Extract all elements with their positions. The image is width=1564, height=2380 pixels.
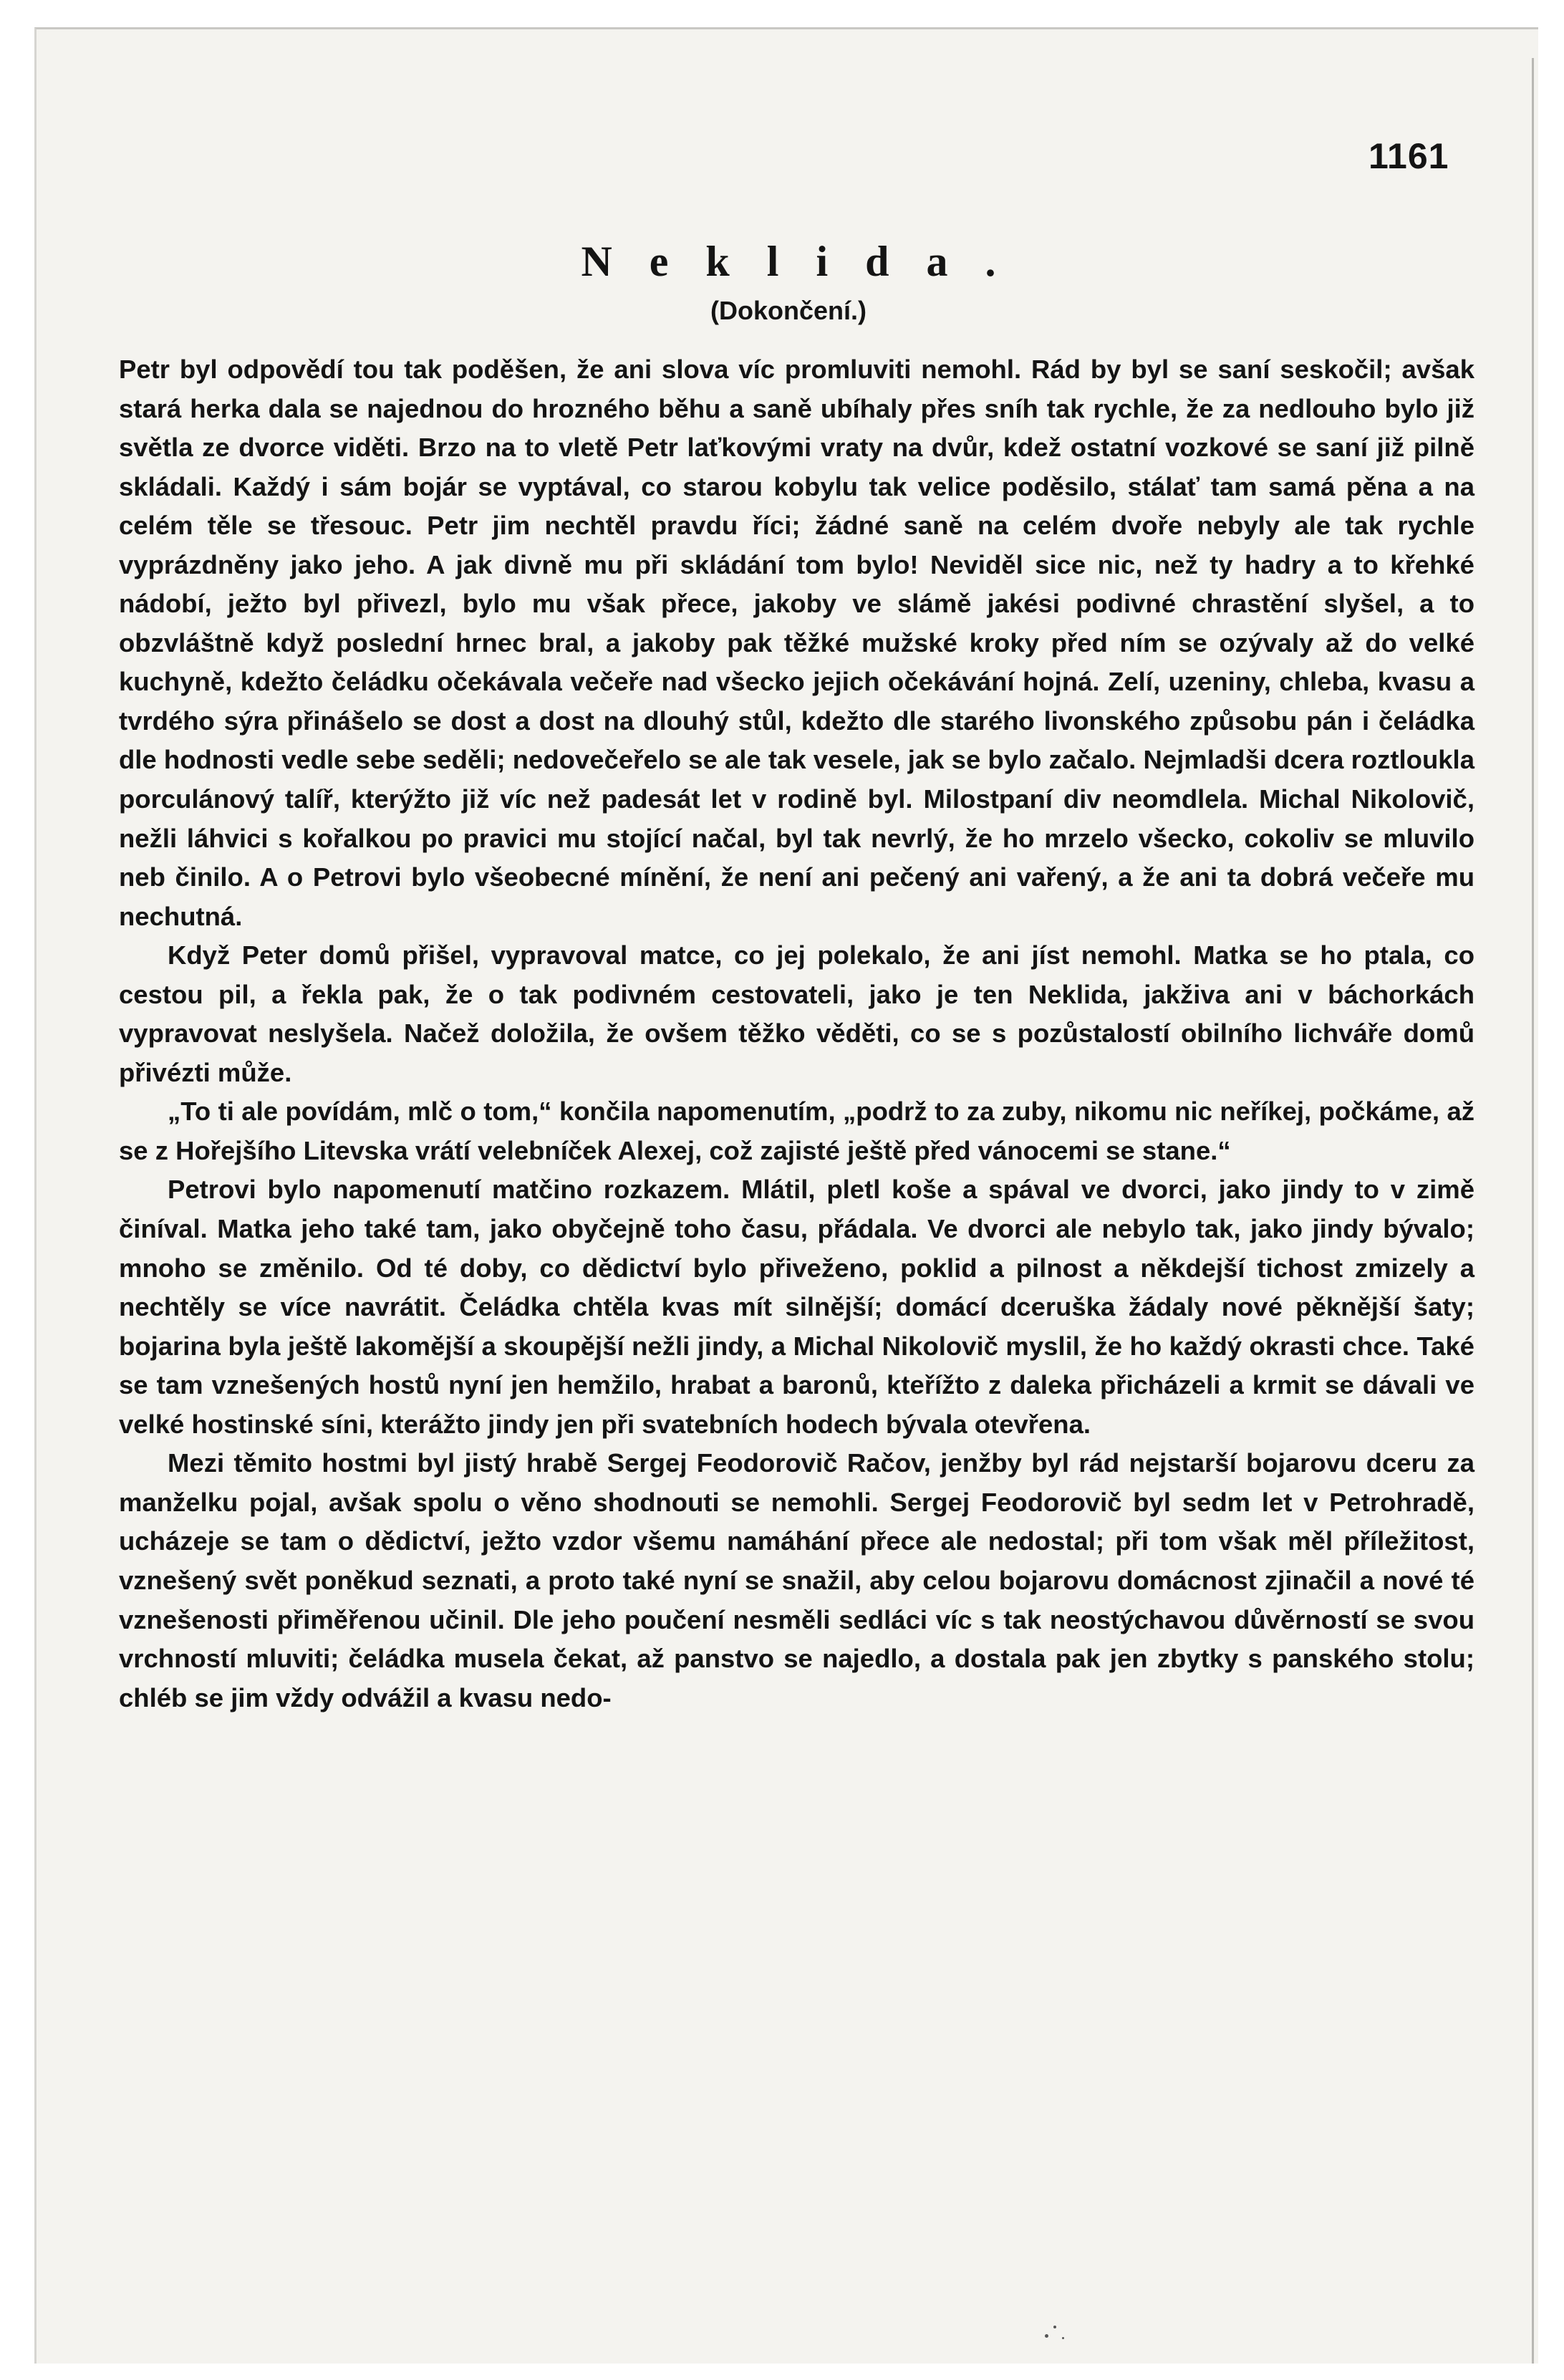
page-edge — [1532, 58, 1534, 2364]
scan-speck — [1045, 2334, 1048, 2338]
chapter-subtitle: (Dokončení.) — [710, 296, 867, 325]
scan-speck — [1053, 2326, 1056, 2328]
paragraph-2: Když Peter domů přišel, vypravoval matce, co jej polekalo, že ani jíst nemohl. Matka se ho ptala, co cestou pil, a řekla pak, že o tak podivném cestovateli, jako je ten Neklida, jakživa ani v báchorkách vypravovat neslyšela. Načež doložila, že ovšem těžko věděti, co se s pozůstalostí obilního lichváře domů přivézti může. — [119, 940, 1474, 1087]
paragraph-3: „To ti ale povídám, mlč o tom,“ končila napomenutím, „podrž to za zuby, nikomu nic neříkej, počkáme, až se z Hořejšího Litevska vrátí velebníček Alexej, což zajisté ještě před vánocemi se stane.“ — [119, 1097, 1474, 1165]
chapter-title: Neklida. — [581, 238, 1033, 285]
paragraph-5: Mezi těmito hostmi byl jistý hrabě Sergej Feodorovič Račov, jenžby byl rád nejstarší bojarovu dceru za manželku pojal, avšak spolu o věno shodnouti se nemohli. Sergej Feodorovič byl sedm let v Petrohradě, ucházeje se tam o dědictví, ježto vzdor všemu namáhání přece ale nedostal; při tom však měl příležitost, vznešený svět poněkud seznati, a proto také nyní se snažil, aby celou bojarovu domácnost zjinačil a nové té vznešenosti přiměřenou učinil. Dle jeho poučení nesměli sedláci víc s tak neostýchavou důvěrností se svou vrchností mluviti; čeládka musela čekat, až panstvo se najedlo, a dostala pak jen zbytky s panského stolu; chléb se jim vždy odvážil a kvasu nedo- — [119, 1448, 1474, 1712]
scanned-page — [34, 27, 1538, 2364]
scan-speck — [1062, 2337, 1064, 2339]
page-number: 1161 — [1368, 136, 1449, 176]
paragraph-4: Petrovi bylo napomenutí matčino rozkazem. Mlátil, pletl koše a spával ve dvorci, jako jindy to v zimě činíval. Matka jeho také tam, jako obyčejně toho času, přádala. Ve dvorci ale nebylo tak, jako jindy bývalo; mnoho se změnilo. Od té doby, co dědictví bylo přiveženo, poklid a pilnost a někdejší tichost zmizely a nechtěly se více navrátit. Čeládka chtěla kvas mít silnější; domácí dceruška žádaly nové pěknější šaty; bojarina byla ještě lakomější a skoupější nežli jindy, a Michal Nikolovič myslil, že ho každý okrasti chce. Také se tam vznešených hostů nyní jen hemžilo, hrabat a baronů, kteřížto z daleka přicházeli a krmit se dávali ve velké hostinské síni, kterážto jindy jen při svatebních hodech bývala otevřena. — [119, 1175, 1474, 1439]
paragraph-1: Petr byl odpovědí tou tak poděšen, že ani slova víc promluviti nemohl. Rád by byl se saní seskočil; avšak stará herka dala se najednou do hrozného běhu a saně ubíhaly přes sníh tak rychle, že za nedlouho bylo již světla ze dvorce viděti. Brzo na to vletě Petr laťkovými vraty na dvůr, kdež ostatní vozkové se saní již pilně skládali. Každý i sám bojár se vyptával, co starou kobylu tak velice poděsilo, stálať tam samá pěna a na celém těle se třesouc. Petr jim nechtěl pravdu říci; žádné saně na celém dvoře nebyly ale tak rychle vyprázdněny jako jeho. A jak divně mu při skládání tom bylo! Neviděl sice nic, než ty hadry a to křehké nádobí, ježto byl přivezl, bylo mu však přece, jakoby ve slámě jakési podivné chrastění slyšel, a to obzvláštně když poslední hrnec bral, a jakoby pak těžké mužské kroky před ním se ozývaly až do velké kuchyně, kdežto čeládku očekávala večeře nad všecko jejich očekávání hojná. Zelí, uzeniny, chleba, kvasu a tvrdého sýra přinášelo se dost a dost na dlouhý stůl, kdežto dle starého livonského způsobu pán i čeládka dle hodnosti vedle sebe seděli; nedovečeřelo se ale tak vesele, jak se bylo začalo. Nejmladši dcera roztloukla porculánový talíř, kterýžto již víc než padesát let v rodině byl. Milostpaní div neomdlela. Michal Nikolovič, nežli láhvici s kořalkou po pravici mu stojící načal, byl tak nevrlý, že ho mrzelo všecko, cokoliv se mluvilo neb činilo. A o Petrovi bylo všeobecné mínění, že není ani pečený ani vařený, a že ani ta dobrá večeře mu nechutná. — [119, 355, 1474, 931]
body-text — [119, 350, 1474, 1717]
